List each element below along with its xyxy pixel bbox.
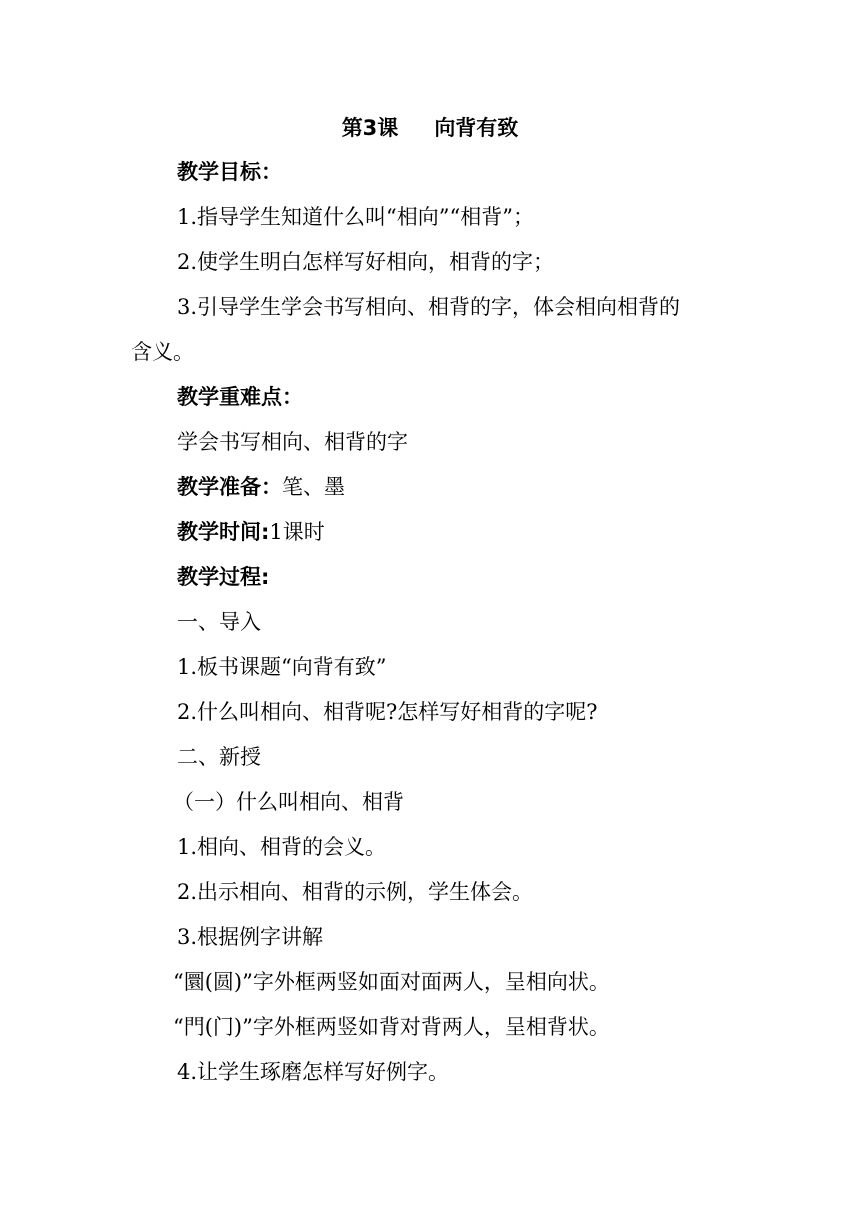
process-step: “圜(圆)”字外框两竖如面对面两人，呈相向状。 (173, 970, 610, 994)
lesson-name: 向背有致 (434, 116, 519, 140)
process-heading: 教学过程: (177, 565, 270, 589)
time-text: 1课时 (269, 520, 325, 544)
prep-text: 笔、墨 (282, 475, 345, 499)
objective-item-continued: 含义。 (131, 340, 194, 364)
process-step: 二、新授 (177, 745, 261, 769)
process-step: 1.板书课题“向背有致” (177, 655, 387, 679)
time-line (177, 517, 325, 547)
objective-item: 2.使学生明白怎样写好相向，相背的字； (177, 250, 555, 274)
process-step: 一、导入 (177, 610, 261, 634)
objective-item: 1.指导学生知道什么叫“相向”“相背”； (177, 205, 534, 229)
prep-line (177, 472, 345, 502)
objectives-heading: 教学目标： (177, 160, 282, 184)
lesson-number: 第3课 (341, 116, 399, 140)
difficulty-text: 学会书写相向、相背的字 (177, 430, 408, 454)
process-step: 3.根据例字讲解 (177, 925, 324, 949)
objective-item: 3.引导学生学会书写相向、相背的字，体会相向相背的 (177, 295, 681, 319)
process-step: 2.出示相向、相背的示例，学生体会。 (177, 880, 534, 904)
time-heading: 教学时间: (177, 520, 270, 544)
process-step: （一）什么叫相向、相背 (173, 790, 404, 814)
process-step: 1.相向、相背的会义。 (177, 835, 387, 859)
process-step: “門(门)”字外框两竖如背对背两人，呈相背状。 (173, 1015, 610, 1039)
difficulty-heading: 教学重难点： (177, 385, 303, 409)
prep-heading: 教学准备： (177, 475, 282, 499)
process-step: 4.让学生琢磨怎样写好例字。 (177, 1060, 450, 1084)
lesson-title (0, 113, 860, 143)
process-step: 2.什么叫相向、相背呢?怎样写好相背的字呢? (177, 700, 598, 724)
